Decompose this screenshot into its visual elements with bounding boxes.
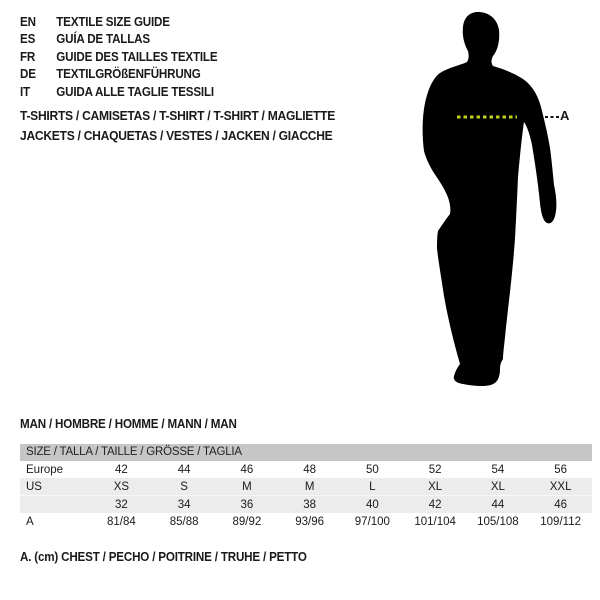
language-row-it	[20, 83, 217, 101]
category-titles	[20, 106, 335, 146]
size-cell: 42	[114, 463, 128, 476]
size-cell: 46	[529, 496, 592, 514]
language-label: TEXTILE SIZE GUIDE	[56, 14, 170, 29]
man-silhouette-path	[423, 12, 557, 386]
size-cell: 32	[90, 496, 153, 514]
size-cell: 93/96	[295, 515, 325, 528]
size-cell: 36	[216, 496, 279, 514]
size-cell: 56	[554, 463, 568, 476]
size-cell: 40	[341, 496, 404, 514]
size-cell: 48	[303, 463, 317, 476]
row-label: Europe	[26, 463, 64, 476]
language-label: GUIDA ALLE TAGLIE TESSILI	[56, 84, 214, 99]
table-row-us-numbers	[20, 496, 592, 514]
size-cell: 101/104	[414, 515, 456, 528]
language-code: IT	[20, 84, 30, 99]
table-row-us-letters	[20, 478, 592, 496]
category-line-jackets: JACKETS / CHAQUETAS / VESTES / JACKEN / GIACCHE	[20, 128, 333, 143]
language-list	[20, 13, 217, 101]
row-label: US	[20, 478, 90, 496]
language-code: DE	[20, 67, 36, 82]
language-code: EN	[20, 14, 36, 29]
section-title-man: MAN / HOMBRE / HOMME / MANN / MAN	[20, 417, 237, 431]
language-row-en	[20, 13, 217, 31]
size-table-header: SIZE / TALLA / TAILLE / GRÖSSE / TAGLIA	[20, 444, 592, 461]
size-cell: 85/88	[169, 515, 199, 528]
size-cell: 42	[404, 496, 467, 514]
language-row-es	[20, 31, 217, 49]
language-code: FR	[20, 49, 36, 64]
size-table-grid	[20, 461, 592, 530]
size-cell: XL	[404, 478, 467, 496]
size-cell: 109/112	[540, 515, 581, 528]
size-cell: M	[278, 478, 341, 496]
row-label: A	[26, 515, 34, 528]
size-cell: 89/92	[232, 515, 262, 528]
man-silhouette	[400, 5, 600, 390]
man-silhouette-figure	[400, 5, 600, 390]
measurement-a-label: A	[560, 108, 570, 123]
table-row-europe	[20, 461, 592, 478]
size-cell: S	[153, 478, 216, 496]
size-cell: XXL	[529, 478, 592, 496]
row-label	[20, 496, 90, 514]
size-cell: 81/84	[106, 515, 136, 528]
size-cell: 52	[428, 463, 442, 476]
language-label: GUÍA DE TALLAS	[56, 32, 150, 47]
size-cell: M	[216, 478, 279, 496]
size-cell: 44	[177, 463, 191, 476]
language-label: TEXTILGRÖßENFÜHRUNG	[56, 67, 201, 82]
size-cell: 97/100	[354, 515, 390, 528]
table-row-chest-cm	[20, 513, 592, 530]
size-cell: 105/108	[477, 515, 519, 528]
category-line-tshirts: T-SHIRTS / CAMISETAS / T-SHIRT / T-SHIRT / MAGLIETTE	[20, 108, 336, 123]
size-cell: 46	[240, 463, 254, 476]
language-label: GUIDE DES TAILLES TEXTILE	[56, 49, 218, 64]
size-cell: 50	[365, 463, 379, 476]
size-cell: XS	[90, 478, 153, 496]
language-row-de	[20, 66, 217, 84]
size-cell: 34	[153, 496, 216, 514]
size-table	[20, 444, 592, 530]
size-cell: L	[341, 478, 404, 496]
measurement-footnote: A. (cm) CHEST / PECHO / POITRINE / TRUHE / PETTO	[20, 550, 307, 564]
size-cell: 44	[467, 496, 530, 514]
size-cell: 38	[278, 496, 341, 514]
size-cell: XL	[467, 478, 530, 496]
language-row-fr	[20, 48, 217, 66]
language-code: ES	[20, 32, 36, 47]
size-cell: 54	[491, 463, 505, 476]
